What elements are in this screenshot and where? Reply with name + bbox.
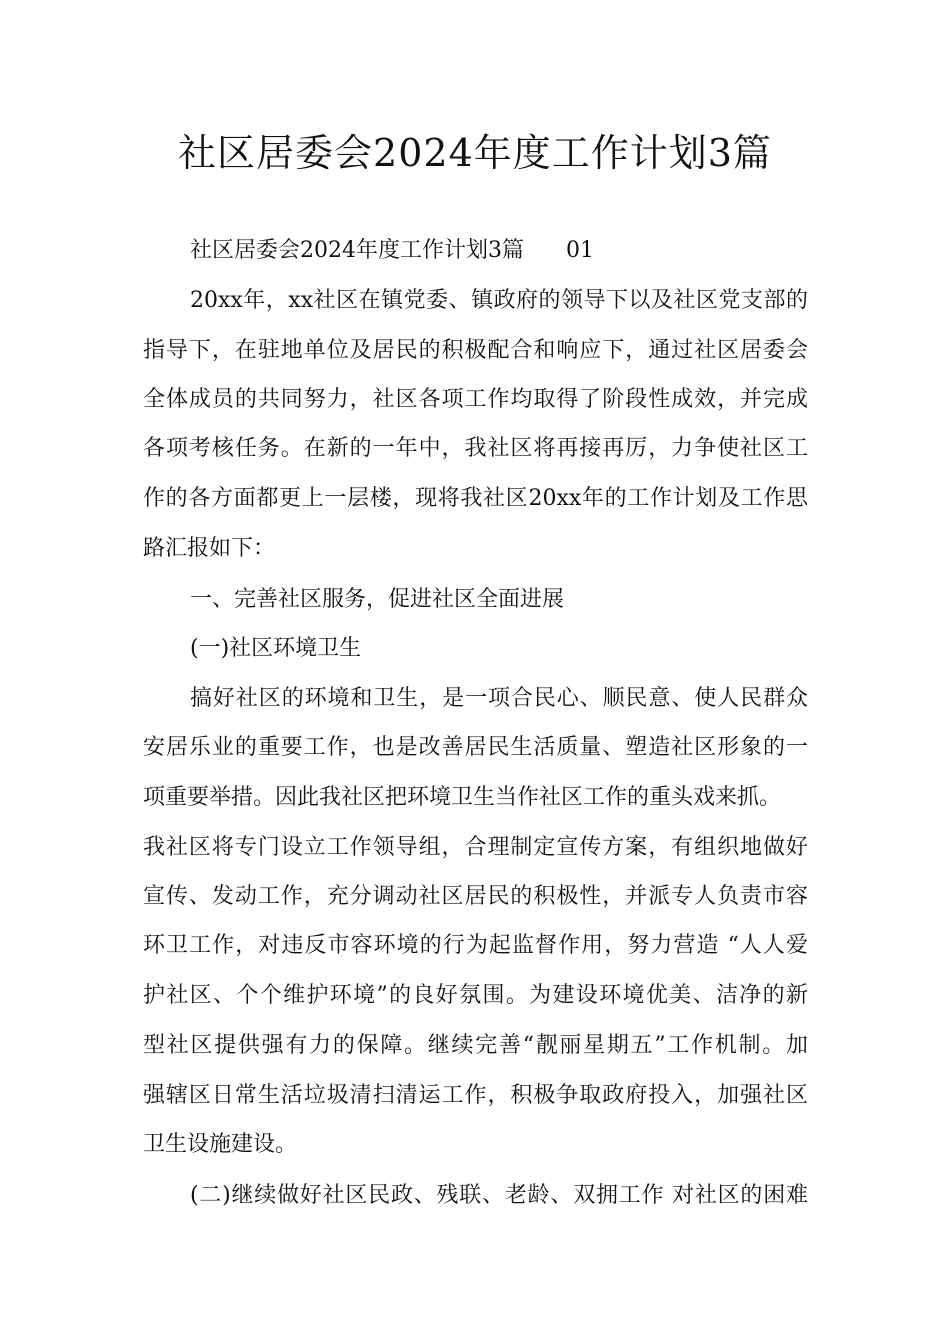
paragraph-2-line-9: 强辖区日常生活垃圾清扫清运工作，积极争取政府投入，加强社区 — [143, 1083, 808, 1108]
subtitle-text: 社区居委会2024年度工作计划3篇 — [190, 238, 524, 263]
document-subtitle — [190, 236, 808, 266]
paragraph-2-line-4: 我社区将专门设立工作领导组，合理制定宣传方案，有组织地做好 — [143, 835, 808, 860]
paragraph-2-line-6: 环卫工作，对违反市容环境的行为起监督作用，努力营造 “人人爱 — [143, 933, 808, 958]
paragraph-2-line-5: 宣传、发动工作，充分调动社区居民的积极性，并派专人负责市容 — [143, 884, 808, 909]
subtitle-number: 01 — [566, 238, 594, 263]
paragraph-1-line-2: 指导下，在驻地单位及居民的积极配合和响应下，通过社区居委会 — [143, 338, 808, 363]
paragraph-2-line-8: 型社区提供强有力的保障。继续完善“靓丽星期五”工作机制。加 — [143, 1033, 808, 1058]
section-heading-1-1: (一)社区环境卫生 — [190, 636, 362, 661]
section-heading-1: 一、完善社区服务，促进社区全面进展 — [190, 587, 565, 612]
paragraph-2-line-7: 护社区、个个维护环境”的良好氛围。为建设环境优美、洁净的新 — [143, 983, 808, 1008]
paragraph-1-line-6: 路汇报如下： — [143, 536, 276, 561]
paragraph-2-line-3: 项重要举措。因此我社区把环境卫生当作社区工作的重头戏来抓。 — [143, 785, 782, 810]
paragraph-2-line-10: 卫生设施建设。 — [143, 1132, 298, 1157]
section-heading-1-2: (二)继续做好社区民政、残联、老龄、双拥工作 对社区的困难 — [190, 1183, 808, 1208]
paragraph-1-line-4: 各项考核任务。在新的一年中，我社区将再接再厉，力争使社区工 — [143, 436, 808, 461]
document-title: 社区居委会2024年度工作计划3篇 — [178, 131, 772, 175]
paragraph-2-line-1: 搞好社区的环境和卫生，是一项合民心、顺民意、使人民群众 — [190, 686, 808, 711]
paragraph-2-line-2: 安居乐业的重要工作，也是改善居民生活质量、塑造社区形象的一 — [143, 735, 808, 760]
paragraph-1-line-5: 作的各方面都更上一层楼，现将我社区20xx年的工作计划及工作思 — [143, 486, 808, 511]
paragraph-1-line-1: 20xx年，xx社区在镇党委、镇政府的领导下以及社区党支部的 — [190, 288, 808, 313]
paragraph-1-line-3: 全体成员的共同努力，社区各项工作均取得了阶段性成效，并完成 — [143, 387, 808, 412]
